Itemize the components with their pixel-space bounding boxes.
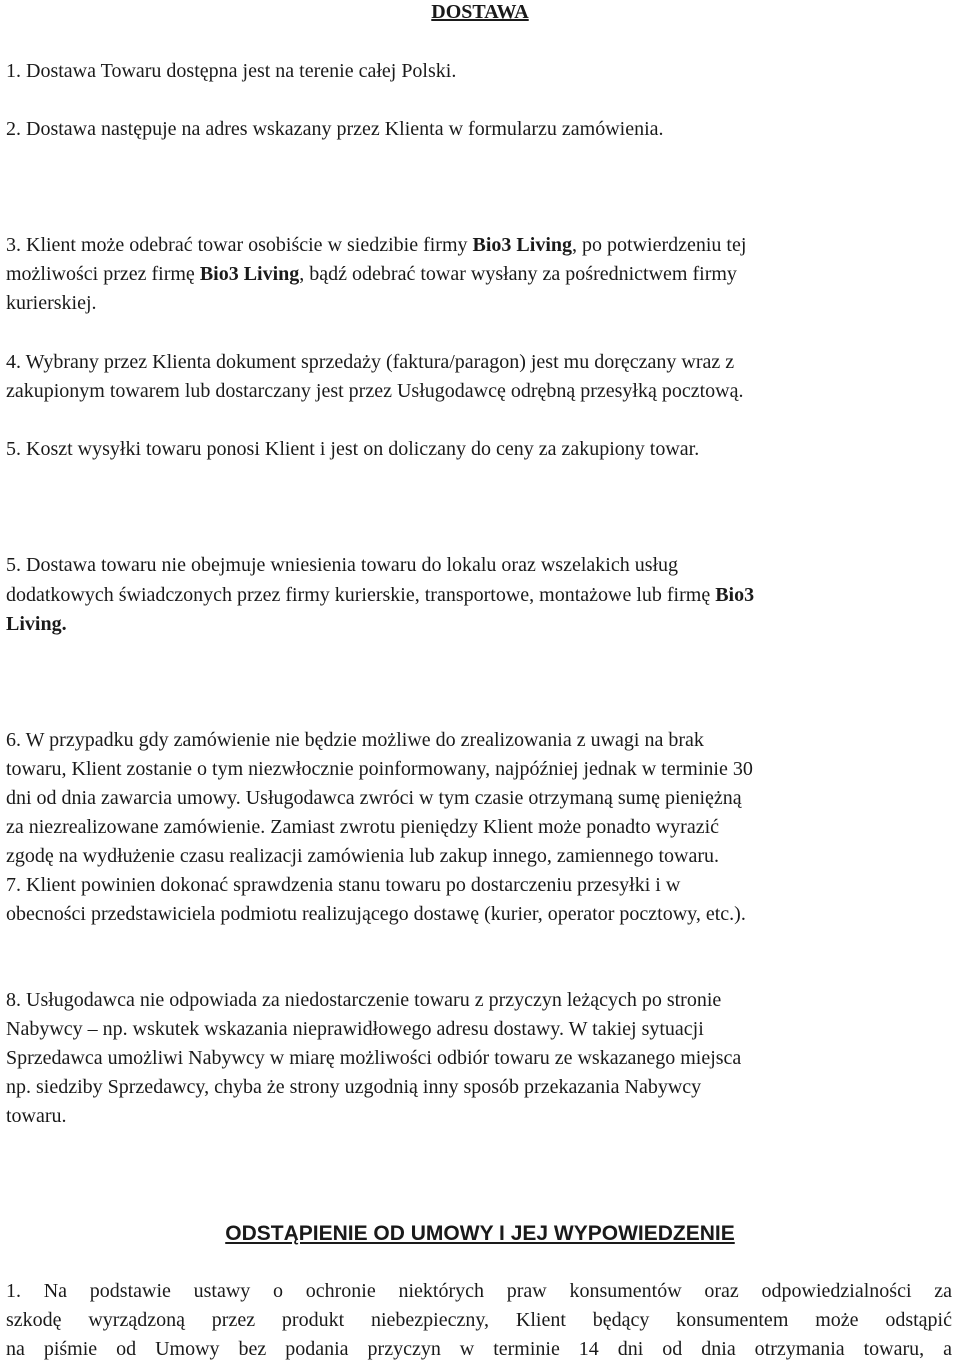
paragraph-2: 2. Dostawa następuje na adres wskazany przez Klienta w formularzu zamówienia.	[6, 118, 664, 140]
paragraph-3-line-3: kurierskiej.	[6, 292, 97, 314]
brand-name: Bio3	[715, 584, 755, 606]
paragraph-5b-line-2: dodatkowych świadczonych przez firmy kurierskie, transportowe, montażowe lub firmę Bio3	[6, 584, 755, 606]
paragraph-8-line-4: np. siedziby Sprzedawcy, chyba że strony uzgodnią inny sposób przekazania Nabywcy	[6, 1076, 702, 1098]
section-heading-dostawa: DOSTAWA	[431, 1, 529, 23]
paragraph-5b-line-1: 5. Dostawa towaru nie obejmuje wniesienia towaru do lokalu oraz wszelakich usług	[6, 554, 679, 576]
section2-paragraph-1-line-1: 1. Na podstawie ustawy o ochronie niektórych praw konsumentów oraz odpowiedzialności za	[6, 1280, 952, 1302]
paragraph-3-line-2: możliwości przez firmę Bio3 Living, bądź odebrać towar wysłany za pośrednictwem firmy	[6, 263, 737, 285]
paragraph-4-line-1: 4. Wybrany przez Klienta dokument sprzedaży (faktura/paragon) jest mu doręczany wraz z	[6, 351, 735, 373]
paragraph-8-line-3: Sprzedawca umożliwi Nabywcy w miarę możliwości odbiór towaru ze wskazanego miejsca	[6, 1047, 742, 1069]
paragraph-8-line-2: Nabywcy – np. wskutek wskazania nieprawidłowego adresu dostawy. W takiej sytuacji	[6, 1018, 704, 1040]
paragraph-1: 1. Dostawa Towaru dostępna jest na terenie całej Polski.	[6, 60, 457, 82]
section-heading-odstapienie: ODSTĄPIENIE OD UMOWY I JEJ WYPOWIEDZENIE	[225, 1222, 735, 1245]
brand-name: Bio3 Living	[199, 263, 300, 285]
paragraph-4-line-2: zakupionym towarem lub dostarczany jest przez Usługodawcę odrębną przesyłką pocztową.	[6, 380, 744, 402]
paragraph-7-line-1: 7. Klient powinien dokonać sprawdzenia stanu towaru po dostarczeniu przesyłki i w	[6, 874, 681, 896]
paragraph-5: 5. Koszt wysyłki towaru ponosi Klient i jest on doliczany do ceny za zakupiony towar.	[6, 438, 700, 460]
paragraph-6-line-4: za niezrealizowane zamówienie. Zamiast zwrotu pieniędzy Klient może ponadto wyrazić	[6, 816, 720, 838]
paragraph-6-line-3: dni od dnia zawarcia umowy. Usługodawca zwróci w tym czasie otrzymaną sumę pieniężną	[6, 787, 742, 809]
paragraph-8-line-5: towaru.	[6, 1105, 67, 1127]
section2-paragraph-1-line-2: szkodę wyrządzoną przez produkt niebezpieczny, Klient będący konsumentem może odstąpić	[6, 1309, 952, 1331]
paragraph-6-line-2: towaru, Klient zostanie o tym niezwłocznie poinformowany, najpóźniej jednak w terminie 30	[6, 758, 753, 780]
paragraph-8-line-1: 8. Usługodawca nie odpowiada za niedostarczenie towaru z przyczyn leżących po stronie	[6, 989, 722, 1011]
section2-paragraph-1-line-3: na piśmie od Umowy bez podania przyczyn w terminie 14 dni od dnia otrzymania towaru, a	[6, 1338, 952, 1360]
paragraph-3-line-1: 3. Klient może odebrać towar osobiście w siedzibie firmy Bio3 Living, po potwierdzeniu tej	[6, 234, 747, 256]
paragraph-7-line-2: obecności przedstawiciela podmiotu realizującego dostawę (kurier, operator pocztowy, etc.).	[6, 903, 746, 925]
paragraph-5b-line-3: Living.	[6, 613, 67, 635]
paragraph-6-line-1: 6. W przypadku gdy zamówienie nie będzie możliwe do zrealizowania z uwagi na brak	[6, 729, 704, 751]
brand-name: Bio3 Living	[472, 234, 573, 256]
paragraph-6-line-5: zgodę na wydłużenie czasu realizacji zamówienia lub zakup innego, zamiennego towaru.	[6, 845, 720, 867]
